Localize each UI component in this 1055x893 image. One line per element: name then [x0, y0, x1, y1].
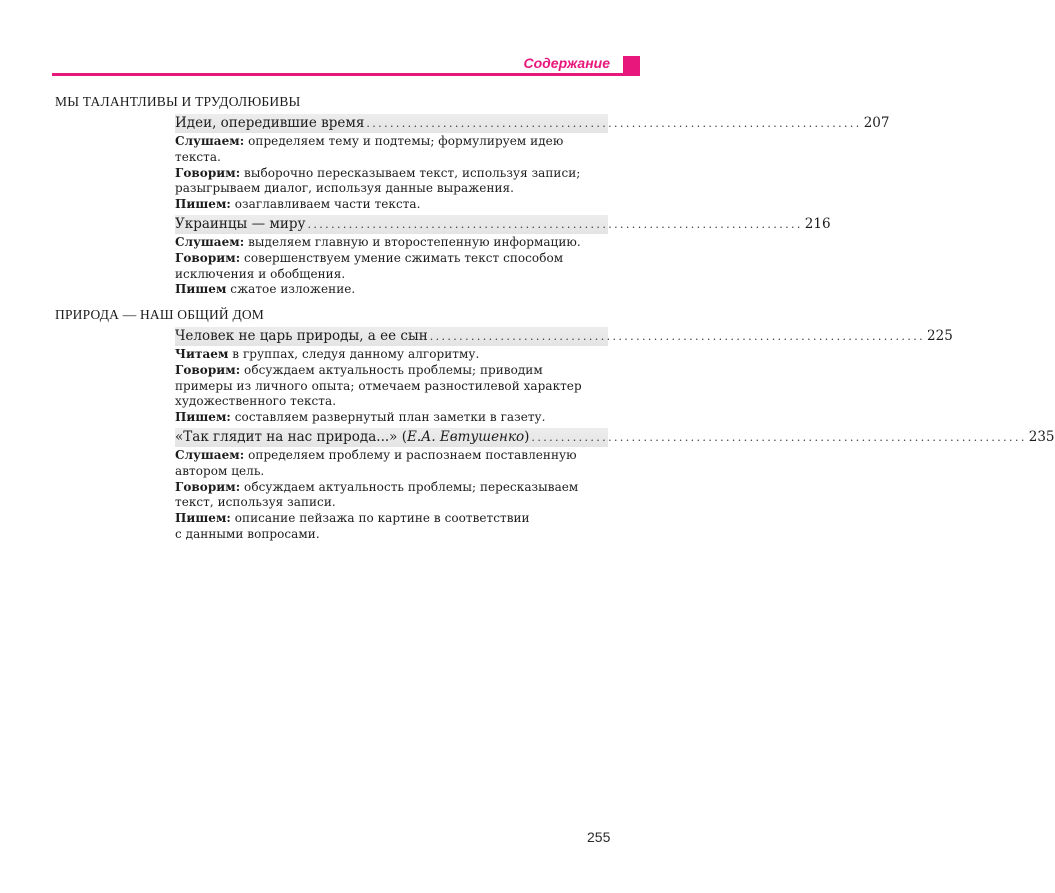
line-label: Говорим:: [175, 479, 241, 494]
entry-line: [175, 267, 608, 283]
line-label: Слушаем:: [175, 134, 245, 148]
entry-line: [175, 495, 608, 511]
entry-line: [175, 394, 608, 410]
entry-title-row[interactable]: [175, 114, 890, 133]
toc-entry: [175, 215, 831, 298]
line-label: Пишем:: [175, 410, 231, 425]
line-text: озаглавливаем части текста.: [230, 197, 421, 212]
entry-line: [175, 150, 608, 166]
line-text: описание пейзажа по картине в соответствии: [230, 511, 530, 526]
entry-line: [175, 363, 608, 379]
line-label: Пишем:: [175, 197, 231, 212]
leader-dots: ....................................................................................: [429, 330, 926, 343]
line-text: текста.: [175, 149, 221, 164]
entry-line: [175, 410, 608, 426]
toc-entry: [175, 428, 1055, 543]
line-label: Говорим:: [175, 165, 241, 180]
entry-title-row[interactable]: [175, 327, 953, 346]
line-text: автором цель.: [175, 463, 265, 478]
entry-line: [175, 282, 608, 298]
entry-line: [175, 464, 608, 480]
line-text: разыгрываем диалог, используя данные выражения.: [175, 181, 515, 196]
entry-title-row[interactable]: [175, 428, 1055, 447]
entry-author: Е.А. Евтушенко: [406, 429, 525, 445]
line-text: текст, используя записи.: [175, 495, 336, 510]
entry-line: [175, 527, 608, 543]
line-label: Читаем: [175, 347, 229, 361]
entry-line: [175, 251, 608, 267]
line-label: Слушаем:: [175, 448, 245, 462]
entry-line: [175, 181, 608, 197]
line-label: Слушаем:: [175, 235, 245, 249]
section-title: ПРИРОДА — НАШ ОБЩИЙ ДОМ: [55, 307, 265, 322]
line-text: сжатое изложение.: [226, 282, 356, 297]
line-label: Пишем:: [175, 511, 231, 526]
entry-title-end: ): [524, 429, 530, 445]
header-accent-block: [623, 56, 640, 74]
line-text: художественного текста.: [175, 394, 337, 409]
page-number: 255: [587, 829, 611, 845]
leader-dots: ....................................................................................: [531, 431, 1027, 444]
entry-line: [175, 134, 608, 150]
entry-page: 216: [804, 216, 831, 232]
entry-line: [175, 235, 608, 251]
header-title: Содержание: [523, 55, 610, 71]
line-text: определяем проблему и распознаем поставленную: [244, 448, 577, 462]
entry-page: 235: [1028, 429, 1055, 445]
line-text: обсуждаем актуальность проблемы; пересказываем: [240, 479, 579, 494]
entry-line: [175, 511, 608, 527]
section-title: МЫ ТАЛАНТЛИВЫ И ТРУДОЛЮБИВЫ: [55, 94, 301, 109]
line-text: определяем тему и подтемы; формулируем идею: [244, 134, 564, 148]
entry-page: 225: [927, 328, 953, 344]
entry-title: [175, 428, 529, 446]
line-label: Говорим:: [175, 250, 241, 265]
leader-dots: ....................................................................................: [307, 218, 803, 231]
toc-entry: [175, 114, 890, 213]
entry-line: [175, 197, 608, 213]
line-text: совершенствуем умение сжимать текст способом: [240, 250, 564, 265]
toc-entry: [175, 327, 953, 426]
line-label: Пишем: [175, 282, 227, 297]
entry-title-text: «Так глядит на нас природа...» (: [175, 429, 407, 445]
line-text: выборочно пересказываем текст, используя записи;: [240, 165, 581, 180]
entry-title: Идеи, опередившие время: [175, 115, 365, 131]
line-text: исключения и обобщения.: [175, 266, 346, 281]
entry-line: [175, 448, 608, 464]
header-rule: [52, 73, 640, 76]
entry-title: Украинцы — миру: [175, 216, 306, 232]
entry-line: [175, 480, 608, 496]
leader-dots: ....................................................................................: [366, 117, 862, 130]
entry-title: Человек не царь природы, а ее сын: [175, 328, 428, 344]
line-text: с данными вопросами.: [175, 526, 320, 541]
line-text: в группах, следуя данному алгоритму.: [228, 347, 480, 361]
line-label: Говорим:: [175, 362, 241, 377]
line-text: обсуждаем актуальность проблемы; приводим: [240, 362, 543, 377]
entry-page: 207: [863, 115, 890, 131]
entry-line: [175, 379, 608, 395]
entry-title-row[interactable]: [175, 215, 831, 234]
line-text: составляем развернутый план заметки в газету.: [230, 410, 546, 425]
line-text: выделяем главную и второстепенную информацию.: [244, 235, 581, 249]
line-text: примеры из личного опыта; отмечаем разностилевой характер: [175, 378, 582, 393]
entry-line: [175, 166, 608, 182]
entry-line: [175, 347, 608, 363]
